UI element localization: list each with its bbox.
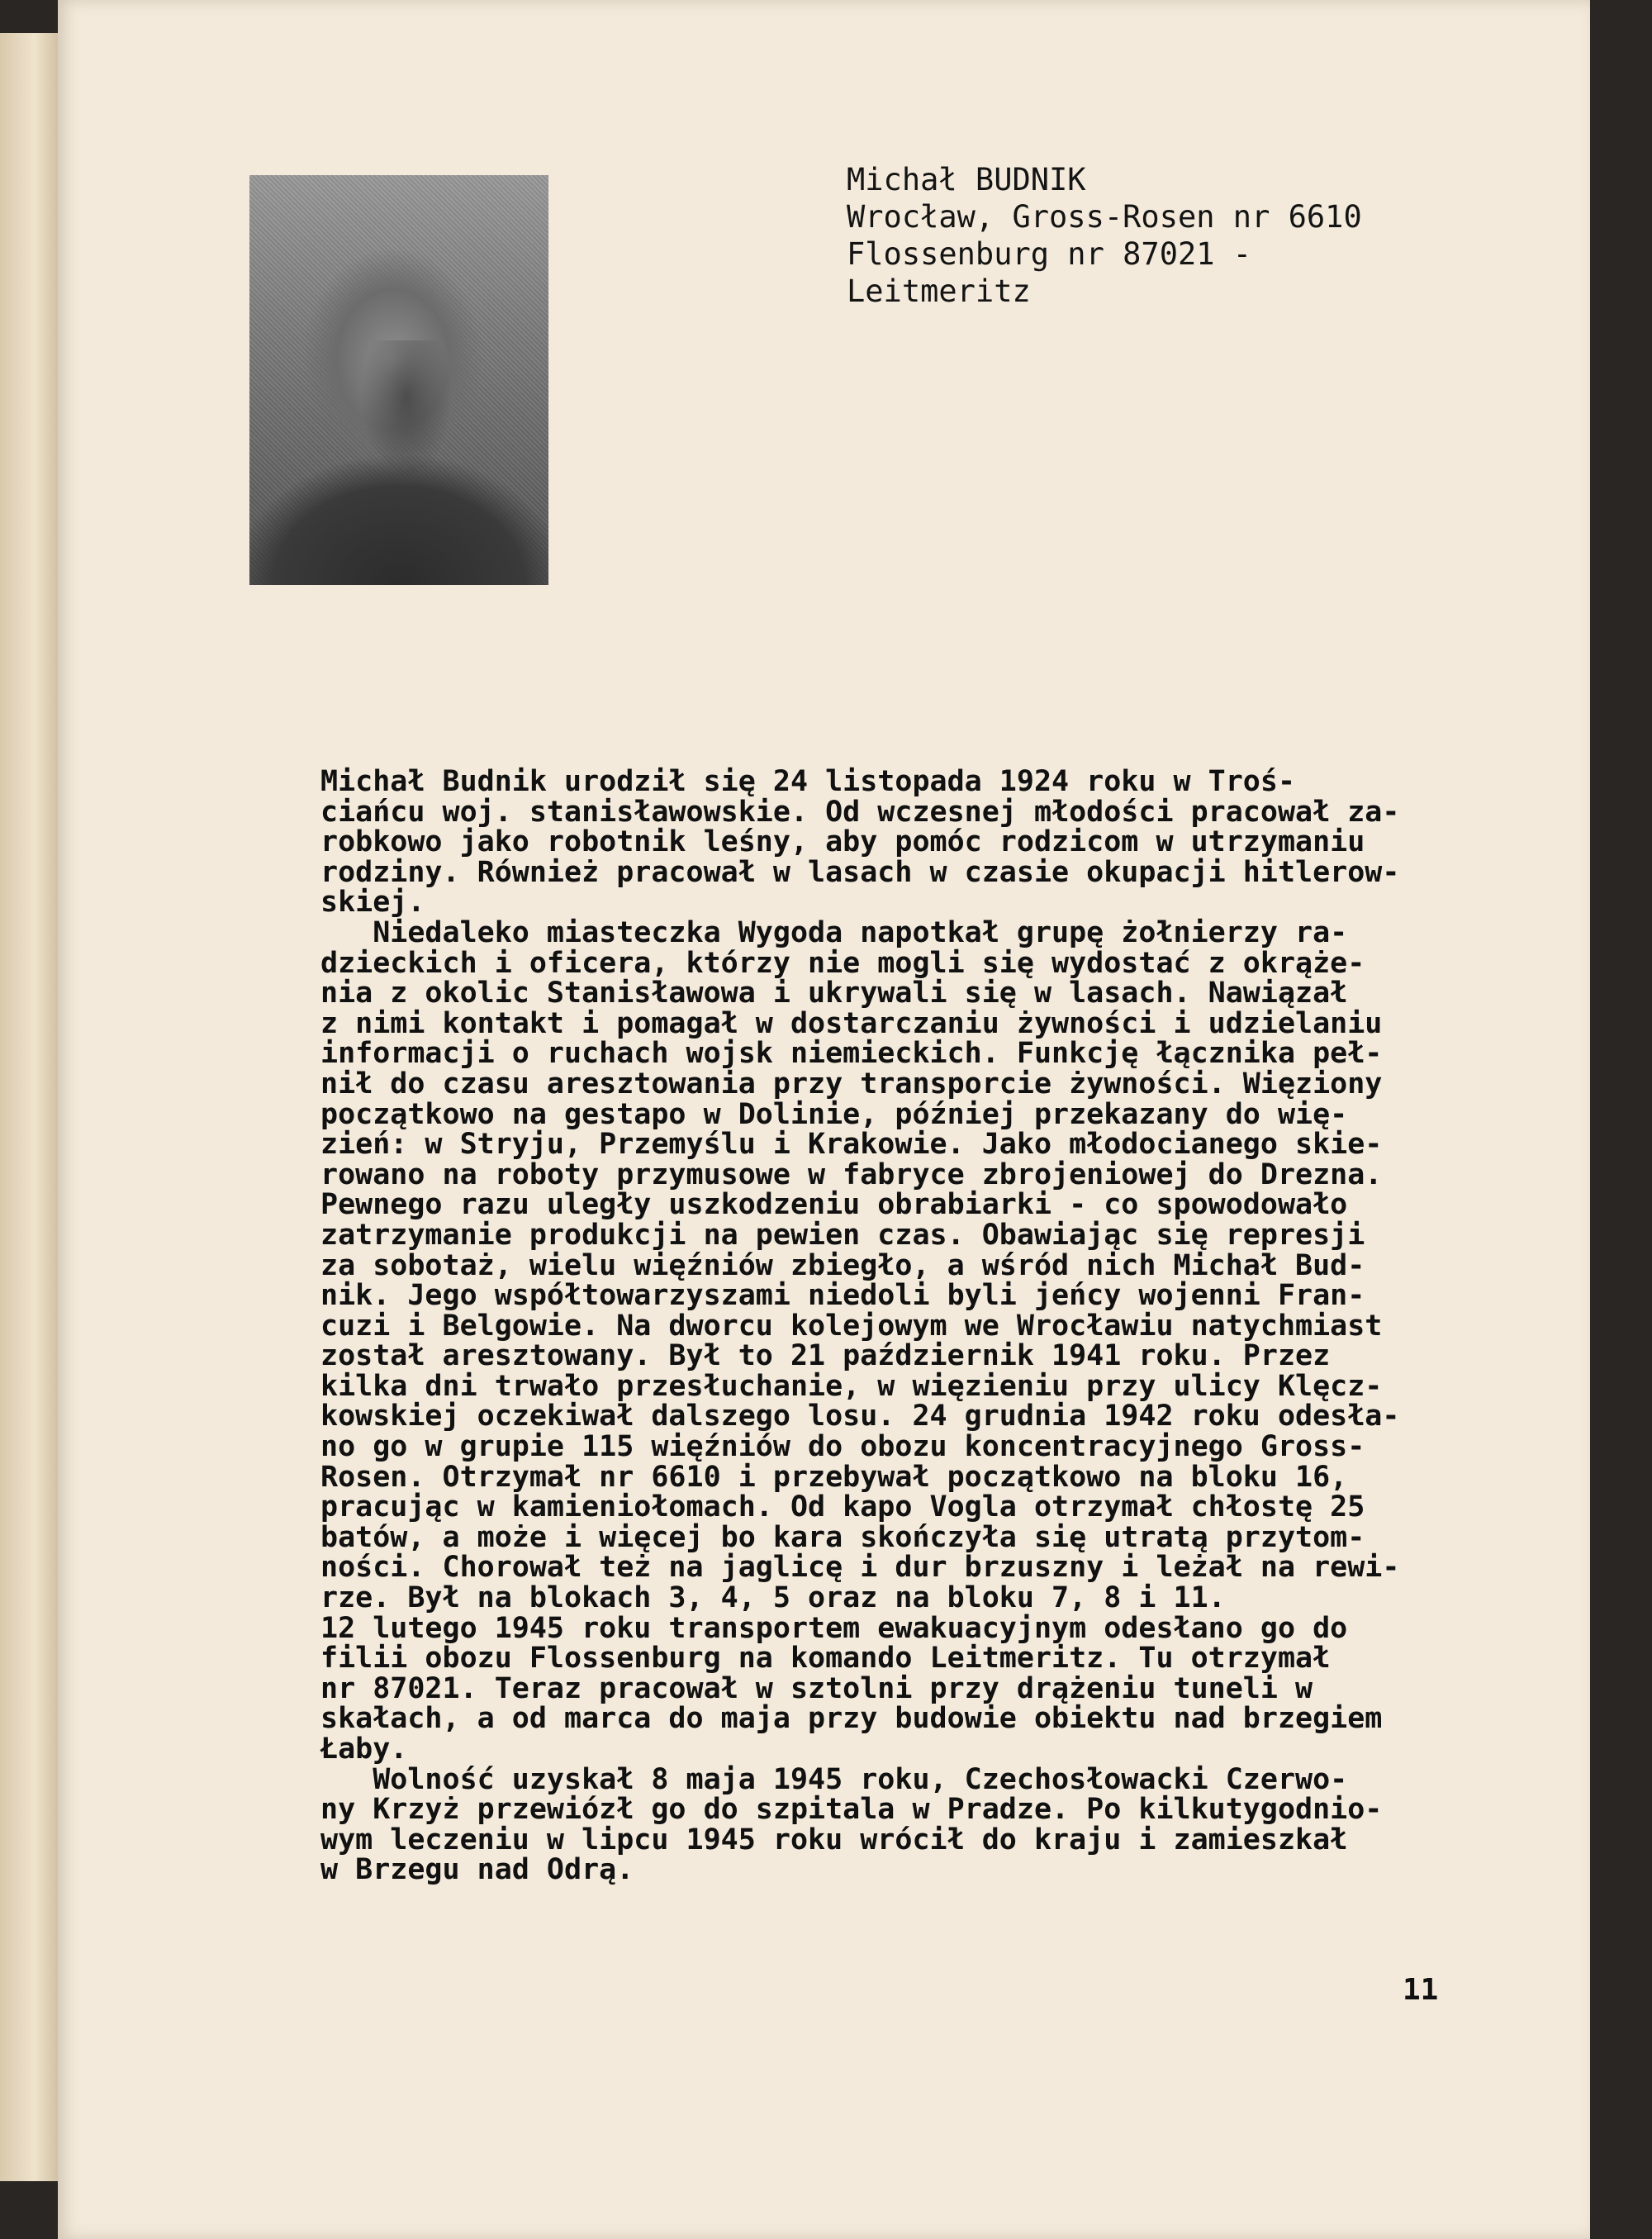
biography-header (847, 161, 1362, 310)
text-line: zień: w Stryju, Przemyślu i Krakowie. Jako młodocianego skie- (320, 1128, 1383, 1162)
biography-text (320, 767, 1469, 1885)
text-line: skałach, a od marca do maja przy budowie obiektu nad brzegiem (320, 1702, 1383, 1736)
text-line: w Brzegu nad Odrą. (320, 1853, 634, 1887)
text-line: batów, a może i więcej bo kara skończyła się utratą przytom- (320, 1520, 1365, 1554)
text-line: rze. Był na blokach 3, 4, 5 oraz na bloku 7, 8 i 11. (320, 1581, 1226, 1615)
text-line: Michał Budnik urodził się 24 listopada 1924 roku w Troś- (320, 765, 1296, 798)
text-line: nik. Jego współtowarzyszami niedoli byli jeńcy wojenni Fran- (320, 1279, 1365, 1313)
text-line: ciańcu woj. stanisławowskie. Od wczesnej młodości pracował za- (320, 795, 1400, 829)
text-line: nr 87021. Teraz pracował w sztolni przy drążeniu tuneli w (320, 1671, 1313, 1705)
text-line: dzieckich i oficera, którzy nie mogli się wydostać z okrąże- (320, 946, 1365, 980)
text-line: rowano na roboty przymusowe w fabryce zbrojeniowej do Drezna. (320, 1158, 1383, 1191)
text-line: no go w grupie 115 więźniów do obozu koncentracyjnego Gross- (320, 1430, 1365, 1464)
text-line: za sobotaż, wielu więźniów zbiegło, a wśród nich Michał Bud- (320, 1248, 1365, 1282)
header-camp-2: Flossenburg nr 87021 - (847, 236, 1252, 272)
text-line: kowskiej oczekiwał dalszego losu. 24 grudnia 1942 roku odesła- (320, 1400, 1400, 1433)
text-line: ny Krzyż przewiózł go do szpitala w Pradze. Po kilkutygodnio- (320, 1793, 1383, 1827)
text-line: początkowo na gestapo w Dolinie, później przekazany do wię- (320, 1097, 1348, 1131)
text-line: 12 lutego 1945 roku transportem ewakuacyjnym odesłano go do (320, 1611, 1348, 1645)
text-line: informacji o ruchach wojsk niemieckich. Funkcję łącznika peł- (320, 1037, 1383, 1071)
text-line: Niedaleko miasteczka Wygoda napotkał grupę żołnierzy ra- (320, 915, 1348, 949)
header-camp-3: Leitmeritz (847, 273, 1031, 309)
text-line: Łaby. (320, 1733, 408, 1766)
text-line: Rosen. Otrzymał nr 6610 i przebywał początkowo na bloku 16, (320, 1460, 1348, 1494)
text-line: z nimi kontakt i pomagał w dostarczaniu żywności i udzielaniu (320, 1006, 1383, 1040)
text-line: Pewnego razu uległy uszkodzeniu obrabiarki - co spowodowało (320, 1188, 1348, 1222)
facing-page-edge (0, 33, 58, 2181)
text-line: rodziny. Również pracował w lasach w czasie okupacji hitlerow- (320, 855, 1400, 889)
text-line: wym leczeniu w lipcu 1945 roku wrócił do kraju i zamieszkał (320, 1823, 1348, 1856)
text-line: cuzi i Belgowie. Na dworcu kolejowym we Wrocławiu natychmiast (320, 1309, 1383, 1343)
text-line: ności. Chorował też na jaglicę i dur brzuszny i leżał na rewi- (320, 1551, 1400, 1585)
header-camp-1: Wrocław, Gross-Rosen nr 6610 (847, 199, 1362, 235)
text-line: nił do czasu aresztowania przy transporcie żywności. Więziony (320, 1067, 1383, 1100)
text-line: robkowo jako robotnik leśny, aby pomóc rodzicom w utrzymaniu (320, 825, 1365, 859)
portrait-shading (361, 340, 452, 481)
text-line: skiej. (320, 886, 425, 920)
header-name: Michał BUDNIK (847, 162, 1086, 197)
text-line: pracując w kamieniołomach. Od kapo Vogla otrzymał chłostę 25 (320, 1490, 1365, 1524)
page-number: 11 (1403, 1973, 1439, 2007)
text-line: Wolność uzyskał 8 maja 1945 roku, Czechosłowacki Czerwo- (320, 1762, 1348, 1796)
document-page (58, 0, 1590, 2239)
portrait-photo (249, 175, 548, 585)
text-line: filii obozu Flossenburg na komando Leitmeritz. Tu otrzymał (320, 1642, 1331, 1676)
text-line: został aresztowany. Był to 21 październik 1941 roku. Przez (320, 1339, 1331, 1373)
text-line: kilka dni trwało przesłuchanie, w więzieniu przy ulicy Klęcz- (320, 1369, 1383, 1403)
text-line: zatrzymanie produkcji na pewien czas. Obawiając się represji (320, 1218, 1365, 1252)
text-line: nia z okolic Stanisławowa i ukrywali się w lasach. Nawiązał (320, 977, 1348, 1010)
